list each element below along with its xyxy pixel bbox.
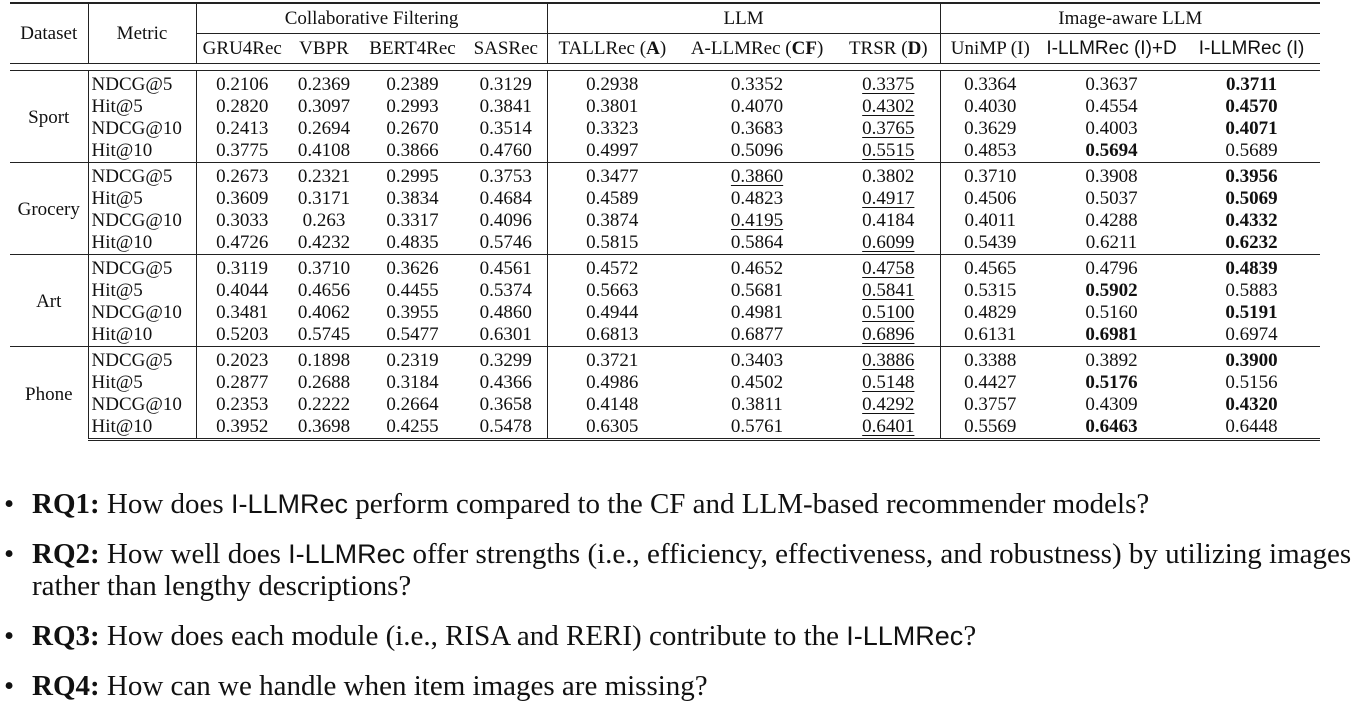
metric-label: Hit@5 xyxy=(88,372,196,394)
metric-value: 0.4108 xyxy=(297,140,351,161)
metric-value: 0.3097 xyxy=(297,96,351,117)
metric-value: 0.3698 xyxy=(288,416,360,440)
metric-value: 0.6448 xyxy=(1183,416,1320,440)
metric-value: 0.4760 xyxy=(479,140,532,161)
metric-value: 0.3802 xyxy=(837,163,940,189)
model-name: I-LLMRec xyxy=(288,539,406,569)
metric-value: 0.3317 xyxy=(386,210,439,231)
header-model: GRU4Rec xyxy=(196,34,288,64)
metric-value: 0.5439 xyxy=(940,232,1040,255)
metric-value: 0.3375 xyxy=(862,74,915,95)
metric-value: 0.4839 xyxy=(1183,255,1320,281)
metric-value: 0.5569 xyxy=(940,416,1040,440)
metric-value: 0.3886 xyxy=(837,347,940,373)
metric-value: 0.4044 xyxy=(196,280,288,302)
metric-value: 0.4506 xyxy=(940,188,1040,210)
metric-value: 0.5694 xyxy=(1085,140,1138,161)
research-question-2 xyxy=(0,538,1357,602)
metric-value: 0.5160 xyxy=(1085,302,1138,323)
metric-value: 0.4062 xyxy=(297,302,351,323)
rq-label: RQ1: xyxy=(32,488,100,520)
metric-value: 0.5746 xyxy=(479,232,532,253)
metric-value: 0.3811 xyxy=(731,394,783,415)
bullet-icon: • xyxy=(4,620,15,652)
metric-value: 0.3710 xyxy=(940,163,1040,189)
header-metric: Metric xyxy=(88,3,196,64)
metric-value: 0.3801 xyxy=(547,96,677,118)
rq-text: How does each module (i.e., RISA and RERI) contribute to the xyxy=(99,620,847,652)
metric-value: 0.3323 xyxy=(547,118,677,140)
metric-value: 0.6463 xyxy=(1040,416,1183,440)
metric-value: 0.2670 xyxy=(386,118,439,139)
metric-label: NDCG@5 xyxy=(88,71,196,97)
metric-value: 0.4292 xyxy=(862,394,915,415)
metric-value: 0.3299 xyxy=(465,347,547,373)
metric-value: 0.5203 xyxy=(196,324,288,347)
metric-value: 0.3683 xyxy=(730,118,784,139)
metric-value: 0.5176 xyxy=(1085,372,1138,393)
metric-value: 0.6813 xyxy=(547,324,677,347)
metric-value: 0.5815 xyxy=(547,232,677,255)
metric-value: 0.3637 xyxy=(1085,74,1138,95)
metric-value: 0.3626 xyxy=(360,255,465,281)
metric-value: 0.2023 xyxy=(196,347,288,373)
metric-value: 0.5374 xyxy=(479,280,532,301)
table-row xyxy=(10,394,1320,416)
metric-value: 0.3514 xyxy=(479,118,532,139)
metric-value: 0.2673 xyxy=(196,163,288,189)
metric-value: 0.5689 xyxy=(1225,140,1278,161)
metric-value: 0.4829 xyxy=(940,302,1040,324)
metric-value: 0.4302 xyxy=(862,96,915,117)
dataset-label: Grocery xyxy=(10,163,88,255)
metric-value: 0.4003 xyxy=(1085,118,1138,139)
metric-value: 0.2877 xyxy=(196,372,288,394)
metric-value: 0.3658 xyxy=(479,394,532,415)
metric-value: 0.3184 xyxy=(386,372,439,393)
metric-label: NDCG@10 xyxy=(88,118,196,140)
table-row xyxy=(10,372,1320,394)
metric-value: 0.5477 xyxy=(386,324,439,345)
metric-value: 0.3765 xyxy=(862,118,915,139)
metric-value: 0.1898 xyxy=(288,347,360,373)
metric-value: 0.4309 xyxy=(1085,394,1138,415)
table-row xyxy=(10,118,1320,140)
metric-value: 0.4570 xyxy=(1225,96,1278,117)
metric-value: 0.4070 xyxy=(730,96,784,117)
metric-value: 0.5515 xyxy=(862,140,915,161)
metric-value: 0.3874 xyxy=(547,210,677,232)
metric-label: Hit@10 xyxy=(88,324,196,347)
header-model: I-LLMRec (I) xyxy=(1198,37,1305,59)
rq-label: RQ4: xyxy=(32,670,100,702)
metric-value: 0.3866 xyxy=(386,140,439,161)
research-question-1 xyxy=(0,488,1357,520)
metric-value: 0.4656 xyxy=(297,280,351,301)
metric-value: 0.3860 xyxy=(677,163,837,189)
metric-value: 0.2688 xyxy=(297,372,351,393)
bullet-icon: • xyxy=(4,488,15,520)
header-model: TRSR (D) xyxy=(848,37,928,59)
dataset-label: Phone xyxy=(10,347,88,440)
metric-value: 0.3403 xyxy=(677,347,837,373)
bullet-icon: • xyxy=(4,538,15,570)
dataset-label: Sport xyxy=(28,107,70,128)
table-row xyxy=(10,416,1320,440)
header-model: BERT4Rec xyxy=(369,37,456,59)
metric-value: 0.4320 xyxy=(1225,394,1278,415)
metric-value: 0.2995 xyxy=(360,163,465,189)
table-row xyxy=(10,324,1320,347)
metric-value: 0.2694 xyxy=(297,118,351,139)
research-questions-list xyxy=(0,488,1357,720)
metric-value: 0.6877 xyxy=(730,324,784,345)
metric-value: 0.5100 xyxy=(862,302,915,323)
table-row xyxy=(10,140,1320,163)
results-table-container xyxy=(10,2,1320,441)
table-body xyxy=(10,71,1320,440)
metric-value: 0.4835 xyxy=(386,232,439,253)
metric-value: 0.3171 xyxy=(297,188,351,209)
rq-text: How can we handle when item images are missing? xyxy=(99,670,708,702)
metric-label: Hit@5 xyxy=(88,280,196,302)
metric-value: 0.4455 xyxy=(386,280,439,301)
table-row xyxy=(10,188,1320,210)
metric-value: 0.4071 xyxy=(1225,118,1278,139)
metric-value: 0.3908 xyxy=(1040,163,1183,189)
metric-value: 0.5478 xyxy=(465,416,547,440)
metric-value: 0.6896 xyxy=(862,324,915,345)
metric-value: 0.2369 xyxy=(297,74,351,95)
metric-value: 0.3119 xyxy=(196,255,288,281)
metric-value: 0.4572 xyxy=(547,255,677,281)
metric-value: 0.3721 xyxy=(547,347,677,373)
metric-label: Hit@10 xyxy=(88,140,196,163)
metric-value: 0.6211 xyxy=(1085,232,1138,253)
metric-value: 0.6232 xyxy=(1225,232,1278,253)
rq-text: perform compared to the CF and LLM-based recommender models? xyxy=(348,488,1150,520)
metric-value: 0.5681 xyxy=(730,280,784,301)
header-model: UniMP (I) xyxy=(940,34,1040,64)
rq-text: ? xyxy=(963,620,977,652)
header-group-cf: Collaborative Filtering xyxy=(196,3,547,34)
model-name: I-LLMRec xyxy=(230,489,348,519)
metric-label: NDCG@5 xyxy=(88,163,196,189)
metric-value: 0.4986 xyxy=(547,372,677,394)
table-row xyxy=(10,232,1320,255)
metric-value: 0.3033 xyxy=(196,210,288,232)
model-name: I-LLMRec xyxy=(846,621,964,651)
metric-label: Hit@5 xyxy=(88,188,196,210)
metric-value: 0.4997 xyxy=(547,140,677,163)
metric-value: 0.6131 xyxy=(940,324,1040,347)
metric-value: 0.4011 xyxy=(940,210,1040,232)
metric-value: 0.4981 xyxy=(730,302,784,323)
metric-value: 0.5841 xyxy=(862,280,915,301)
metric-value: 0.4917 xyxy=(862,188,915,209)
metric-label: NDCG@10 xyxy=(88,394,196,416)
metric-value: 0.5902 xyxy=(1085,280,1138,301)
metric-value: 0.3753 xyxy=(465,163,547,189)
metric-label: Hit@5 xyxy=(88,96,196,118)
metric-value: 0.4652 xyxy=(677,255,837,281)
metric-value: 0.3388 xyxy=(940,347,1040,373)
metric-value: 0.5148 xyxy=(862,372,915,393)
metric-value: 0.4589 xyxy=(547,188,677,210)
table-row xyxy=(10,255,1320,281)
metric-label: NDCG@10 xyxy=(88,210,196,232)
metric-value: 0.4860 xyxy=(479,302,532,323)
table-row xyxy=(10,210,1320,232)
research-question-3 xyxy=(0,620,1357,652)
metric-value: 0.4796 xyxy=(1040,255,1183,281)
metric-value: 0.4565 xyxy=(940,255,1040,281)
metric-value: 0.4366 xyxy=(479,372,532,393)
metric-value: 0.3841 xyxy=(479,96,532,117)
metric-label: NDCG@5 xyxy=(88,347,196,373)
header-model: SASRec xyxy=(473,37,538,59)
metric-value: 0.2353 xyxy=(196,394,288,416)
metric-value: 0.5037 xyxy=(1085,188,1138,209)
metric-value: 0.5663 xyxy=(547,280,677,302)
header-dataset: Dataset xyxy=(20,22,78,44)
metric-label: NDCG@10 xyxy=(88,302,196,324)
table-row xyxy=(10,280,1320,302)
metric-value: 0.4561 xyxy=(465,255,547,281)
metric-value: 0.4823 xyxy=(730,188,784,209)
metric-value: 0.2389 xyxy=(386,74,439,95)
metric-value: 0.6974 xyxy=(1225,324,1278,345)
metric-value: 0.2993 xyxy=(386,96,439,117)
metric-value: 0.3477 xyxy=(547,163,677,189)
metric-value: 0.3956 xyxy=(1183,163,1320,189)
metric-value: 0.5191 xyxy=(1225,302,1278,323)
metric-value: 0.4427 xyxy=(940,372,1040,394)
metric-value: 0.4030 xyxy=(940,96,1040,118)
dataset-label: Art xyxy=(10,255,88,347)
rq-label: RQ3: xyxy=(32,620,100,652)
metric-value: 0.4288 xyxy=(1085,210,1138,231)
metric-label: Hit@10 xyxy=(88,416,196,440)
metric-value: 0.4726 xyxy=(196,232,288,255)
header-model: A-LLMRec (CF) xyxy=(690,37,824,59)
metric-value: 0.2413 xyxy=(196,118,288,140)
header-model: I-LLMRec (I)+D xyxy=(1046,37,1177,59)
metric-value: 0.3892 xyxy=(1040,347,1183,373)
metric-value: 0.6981 xyxy=(1085,324,1138,345)
metric-value: 0.4195 xyxy=(730,210,784,231)
table-row xyxy=(10,163,1320,189)
metric-value: 0.3609 xyxy=(196,188,288,210)
metric-value: 0.3352 xyxy=(730,74,784,95)
metric-value: 0.3775 xyxy=(196,140,288,163)
metric-value: 0.4096 xyxy=(479,210,532,231)
metric-value: 0.6099 xyxy=(862,232,915,253)
metric-value: 0.4502 xyxy=(730,372,784,393)
metric-value: 0.2938 xyxy=(547,71,677,97)
metric-value: 0.5745 xyxy=(297,324,351,345)
metric-value: 0.2222 xyxy=(297,394,351,415)
metric-value: 0.2106 xyxy=(196,71,288,97)
metric-value: 0.2321 xyxy=(288,163,360,189)
metric-value: 0.5096 xyxy=(730,140,784,161)
metric-value: 0.5315 xyxy=(940,280,1040,302)
metric-label: NDCG@5 xyxy=(88,255,196,281)
metric-value: 0.4332 xyxy=(1225,210,1278,231)
metric-value: 0.3629 xyxy=(940,118,1040,140)
header-model: VBPR xyxy=(299,37,349,59)
bullet-icon: • xyxy=(4,670,15,702)
results-table xyxy=(10,2,1320,441)
table-row xyxy=(10,96,1320,118)
rq-text: offer strengths (i.e., efficiency, effectiveness, and robustness) by utilizing images rather than lengthy descriptions? xyxy=(32,538,1352,602)
metric-value: 0.3952 xyxy=(196,416,288,440)
table-row xyxy=(10,347,1320,373)
metric-value: 0.4944 xyxy=(547,302,677,324)
metric-value: 0.3834 xyxy=(386,188,439,209)
rq-text: How well does xyxy=(99,538,289,570)
rq-label: RQ2: xyxy=(32,538,100,570)
metric-value: 0.6301 xyxy=(479,324,532,345)
header-model: TALLRec (A) xyxy=(547,34,677,64)
header-row-models xyxy=(10,34,1320,64)
metric-value: 0.3710 xyxy=(288,255,360,281)
metric-value: 0.3711 xyxy=(1225,74,1278,95)
metric-value: 0.3757 xyxy=(940,394,1040,416)
metric-value: 0.5883 xyxy=(1225,280,1278,301)
table-row xyxy=(10,302,1320,324)
metric-value: 0.3955 xyxy=(386,302,439,323)
header-double-rule xyxy=(10,64,1320,71)
metric-value: 0.4148 xyxy=(547,394,677,416)
metric-value: 0.6401 xyxy=(837,416,940,440)
metric-value: 0.4255 xyxy=(360,416,465,440)
metric-value: 0.263 xyxy=(302,210,346,231)
metric-value: 0.4684 xyxy=(479,188,532,209)
metric-value: 0.3364 xyxy=(940,71,1040,97)
metric-value: 0.5069 xyxy=(1225,188,1278,209)
metric-value: 0.2664 xyxy=(386,394,439,415)
metric-value: 0.4184 xyxy=(862,210,915,231)
metric-value: 0.3129 xyxy=(479,74,532,95)
metric-value: 0.2319 xyxy=(360,347,465,373)
header-group-llm: LLM xyxy=(547,3,940,34)
metric-label: Hit@10 xyxy=(88,232,196,255)
metric-value: 0.5761 xyxy=(677,416,837,440)
table-row xyxy=(10,71,1320,97)
metric-value: 0.3900 xyxy=(1183,347,1320,373)
metric-value: 0.2820 xyxy=(196,96,288,118)
metric-value: 0.6305 xyxy=(547,416,677,440)
metric-value: 0.3481 xyxy=(196,302,288,324)
metric-value: 0.4554 xyxy=(1085,96,1138,117)
header-group-image-llm: Image-aware LLM xyxy=(940,3,1320,34)
rq-text: How does xyxy=(99,488,231,520)
header-row-groups xyxy=(10,3,1320,34)
metric-value: 0.5864 xyxy=(730,232,784,253)
research-question-4 xyxy=(0,670,1357,702)
metric-value: 0.4853 xyxy=(940,140,1040,163)
metric-value: 0.4758 xyxy=(837,255,940,281)
metric-value: 0.5156 xyxy=(1225,372,1278,393)
metric-value: 0.4232 xyxy=(297,232,351,253)
